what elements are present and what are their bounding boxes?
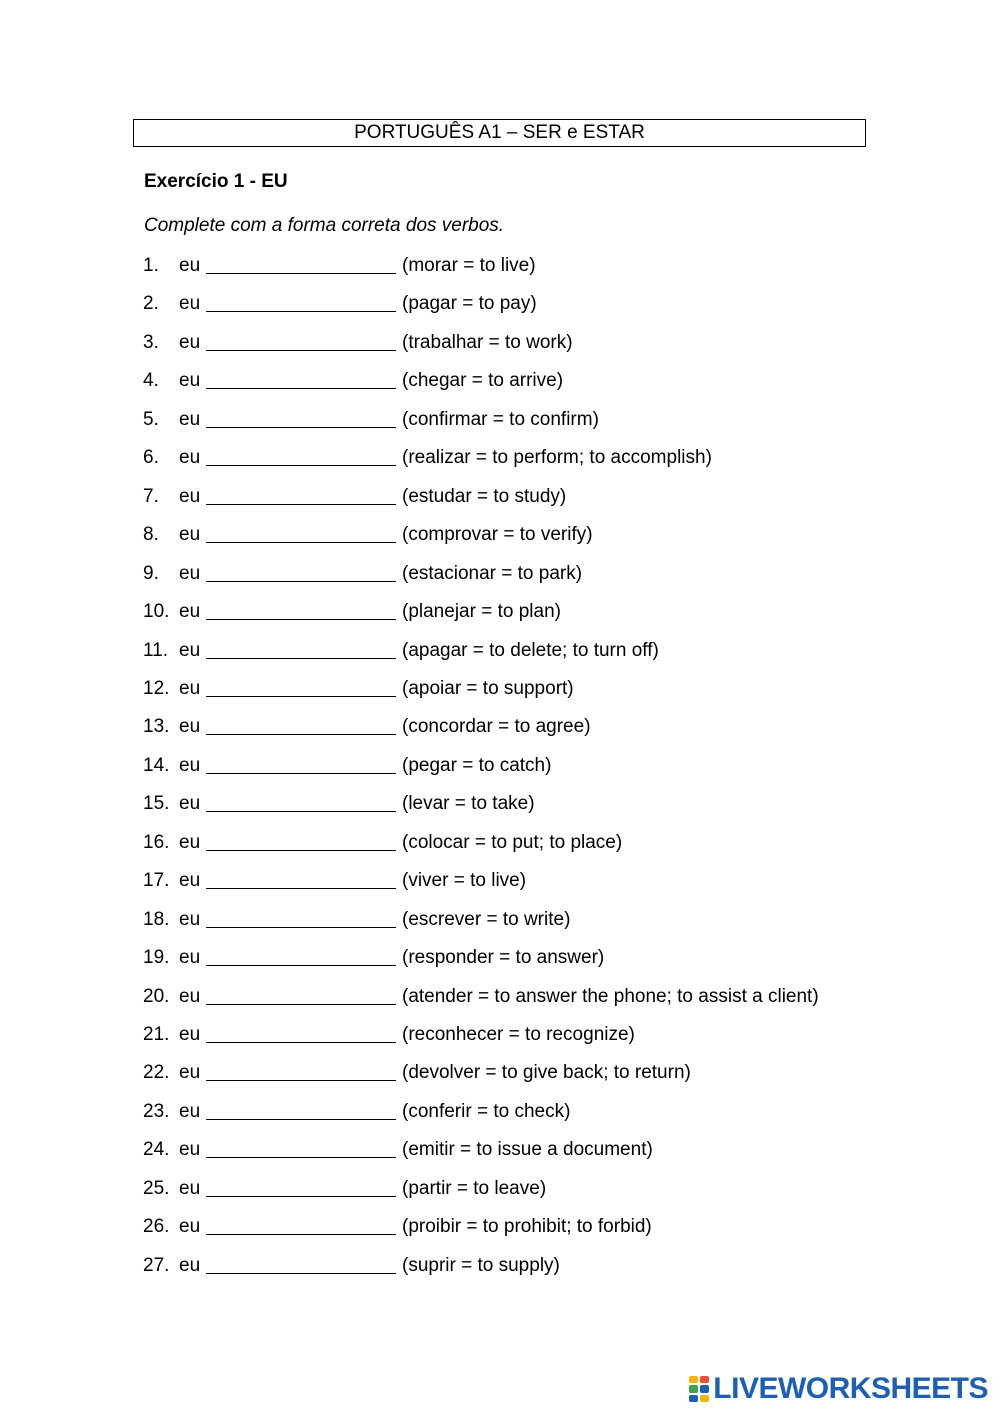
exercise-item	[143, 714, 591, 738]
exercise-item	[143, 599, 561, 623]
answer-blank[interactable]	[206, 948, 396, 966]
answer-input[interactable]	[206, 528, 396, 545]
exercise-item	[143, 791, 535, 815]
item-pronoun: eu	[179, 716, 201, 737]
item-pronoun: eu	[179, 1139, 201, 1160]
exercise-item	[143, 638, 659, 662]
liveworksheets-logo	[689, 1374, 988, 1404]
item-pronoun: eu	[179, 870, 201, 891]
item-number: 21.	[143, 1024, 170, 1045]
verb-hint: (comprovar = to verify)	[402, 524, 593, 545]
answer-input[interactable]	[206, 644, 396, 661]
item-number: 22.	[143, 1062, 170, 1083]
item-pronoun: eu	[179, 909, 201, 930]
item-number: 12.	[143, 678, 170, 699]
verb-hint: (escrever = to write)	[402, 909, 571, 930]
item-pronoun: eu	[179, 1216, 201, 1237]
exercise-item	[143, 1253, 560, 1277]
answer-input[interactable]	[206, 413, 396, 430]
exercise-item	[143, 1214, 652, 1238]
item-pronoun: eu	[179, 332, 201, 353]
answer-blank[interactable]	[206, 1025, 396, 1043]
item-number: 19.	[143, 947, 170, 968]
answer-blank[interactable]	[206, 641, 396, 659]
item-number: 17.	[143, 870, 170, 891]
item-pronoun: eu	[179, 1255, 201, 1276]
answer-blank[interactable]	[206, 1102, 396, 1120]
verb-hint: (proibir = to prohibit; to forbid)	[402, 1216, 652, 1237]
item-number: 15.	[143, 793, 170, 814]
item-pronoun: eu	[179, 947, 201, 968]
verb-hint: (partir = to leave)	[402, 1178, 547, 1199]
item-pronoun: eu	[179, 370, 201, 391]
answer-input[interactable]	[206, 374, 396, 391]
answer-blank[interactable]	[206, 910, 396, 928]
liveworksheets-logo-text: LIVEWORKSHEETS	[713, 1372, 988, 1405]
verb-hint: (trabalhar = to work)	[402, 332, 573, 353]
answer-input[interactable]	[206, 259, 396, 276]
exercise-item	[143, 907, 570, 931]
item-pronoun: eu	[179, 1101, 201, 1122]
item-number: 23.	[143, 1101, 170, 1122]
answer-blank[interactable]	[206, 871, 396, 889]
item-pronoun: eu	[179, 1178, 201, 1199]
exercise-item	[143, 522, 593, 546]
item-pronoun: eu	[179, 832, 201, 853]
exercise-item	[143, 676, 574, 700]
item-number: 16.	[143, 832, 170, 853]
exercise-item	[143, 1060, 691, 1084]
answer-blank[interactable]	[206, 1179, 396, 1197]
exercise-item	[143, 484, 566, 508]
answer-input[interactable]	[206, 605, 396, 622]
answer-input[interactable]	[206, 720, 396, 737]
answer-blank[interactable]	[206, 410, 396, 428]
item-number: 6.	[143, 447, 159, 468]
item-pronoun: eu	[179, 601, 201, 622]
answer-blank[interactable]	[206, 679, 396, 697]
item-pronoun: eu	[179, 1024, 201, 1045]
verb-hint: (levar = to take)	[402, 793, 535, 814]
answer-input[interactable]	[206, 1028, 396, 1045]
item-pronoun: eu	[179, 409, 201, 430]
item-pronoun: eu	[179, 678, 201, 699]
item-number: 5.	[143, 409, 159, 430]
answer-input[interactable]	[206, 567, 396, 584]
answer-blank[interactable]	[206, 794, 396, 812]
answer-input[interactable]	[206, 951, 396, 968]
verb-hint: (chegar = to arrive)	[402, 370, 564, 391]
item-number: 4.	[143, 370, 159, 391]
item-pronoun: eu	[179, 447, 201, 468]
verb-hint: (emitir = to issue a document)	[402, 1139, 653, 1160]
answer-blank[interactable]	[206, 1256, 396, 1274]
answer-blank[interactable]	[206, 1217, 396, 1235]
exercise-item	[143, 1022, 635, 1046]
item-number: 25.	[143, 1178, 170, 1199]
verb-hint: (pagar = to pay)	[402, 293, 537, 314]
item-number: 20.	[143, 986, 170, 1007]
worksheet-title-box	[133, 119, 866, 147]
item-pronoun: eu	[179, 1062, 201, 1083]
exercise-item	[143, 753, 551, 777]
item-number: 26.	[143, 1216, 170, 1237]
answer-blank[interactable]	[206, 333, 396, 351]
item-pronoun: eu	[179, 755, 201, 776]
answer-input[interactable]	[206, 797, 396, 814]
answer-blank[interactable]	[206, 756, 396, 774]
verb-hint: (confirmar = to confirm)	[402, 409, 599, 430]
answer-input[interactable]	[206, 759, 396, 776]
liveworksheets-logo-icon	[689, 1376, 709, 1402]
item-number: 3.	[143, 332, 159, 353]
exercise-item	[143, 253, 536, 277]
answer-blank[interactable]	[206, 256, 396, 274]
answer-input[interactable]	[206, 1066, 396, 1083]
exercise-item	[143, 1176, 546, 1200]
verb-hint: (responder = to answer)	[402, 947, 605, 968]
answer-blank[interactable]	[206, 602, 396, 620]
answer-blank[interactable]	[206, 525, 396, 543]
exercise-item	[143, 984, 819, 1008]
verb-hint: (suprir = to supply)	[402, 1255, 560, 1276]
answer-blank[interactable]	[206, 1140, 396, 1158]
exercise-item	[143, 291, 537, 315]
verb-hint: (devolver = to give back; to return)	[402, 1062, 691, 1083]
item-number: 7.	[143, 486, 159, 507]
answer-blank[interactable]	[206, 564, 396, 582]
verb-hint: (apagar = to delete; to turn off)	[402, 640, 659, 661]
exercise-item	[143, 830, 622, 854]
item-number: 10.	[143, 601, 170, 622]
answer-input[interactable]	[206, 913, 396, 930]
verb-hint: (estudar = to study)	[402, 486, 567, 507]
item-pronoun: eu	[179, 986, 201, 1007]
answer-blank[interactable]	[206, 833, 396, 851]
verb-hint: (estacionar = to park)	[402, 563, 583, 584]
exercise-item	[143, 368, 563, 392]
verb-hint: (realizar = to perform; to accomplish)	[402, 447, 712, 468]
answer-input[interactable]	[206, 836, 396, 853]
item-pronoun: eu	[179, 255, 201, 276]
answer-input[interactable]	[206, 1220, 396, 1237]
verb-hint: (atender = to answer the phone; to assist a client)	[402, 986, 819, 1007]
answer-blank[interactable]	[206, 371, 396, 389]
item-number: 8.	[143, 524, 159, 545]
verb-hint: (reconhecer = to recognize)	[402, 1024, 635, 1045]
verb-hint: (morar = to live)	[402, 255, 536, 276]
exercise-instructions: Complete com a forma correta dos verbos.	[144, 215, 505, 236]
verb-hint: (concordar = to agree)	[402, 716, 591, 737]
answer-blank[interactable]	[206, 1063, 396, 1081]
answer-blank[interactable]	[206, 294, 396, 312]
verb-hint: (pegar = to catch)	[402, 755, 552, 776]
answer-blank[interactable]	[206, 487, 396, 505]
item-pronoun: eu	[179, 563, 201, 584]
exercise-item	[143, 945, 604, 969]
answer-input[interactable]	[206, 874, 396, 891]
verb-hint: (viver = to live)	[402, 870, 527, 891]
item-pronoun: eu	[179, 640, 201, 661]
answer-input[interactable]	[206, 1259, 396, 1276]
answer-input[interactable]	[206, 990, 396, 1007]
item-number: 2.	[143, 293, 159, 314]
item-number: 9.	[143, 563, 159, 584]
item-pronoun: eu	[179, 524, 201, 545]
answer-input[interactable]	[206, 451, 396, 468]
verb-hint: (conferir = to check)	[402, 1101, 571, 1122]
answer-input[interactable]	[206, 682, 396, 699]
exercise-item	[143, 1137, 653, 1161]
answer-input[interactable]	[206, 1182, 396, 1199]
item-number: 24.	[143, 1139, 170, 1160]
verb-hint: (planejar = to plan)	[402, 601, 561, 622]
verb-hint: (apoiar = to support)	[402, 678, 574, 699]
answer-blank[interactable]	[206, 987, 396, 1005]
item-pronoun: eu	[179, 793, 201, 814]
exercise-item	[143, 445, 712, 469]
item-pronoun: eu	[179, 293, 201, 314]
answer-blank[interactable]	[206, 448, 396, 466]
exercise-item	[143, 868, 526, 892]
item-number: 11.	[143, 640, 169, 661]
item-pronoun: eu	[179, 486, 201, 507]
worksheet-title: PORTUGUÊS A1 – SER e ESTAR	[354, 122, 645, 143]
item-number: 18.	[143, 909, 170, 930]
item-number: 27.	[143, 1255, 170, 1276]
item-number: 14.	[143, 755, 170, 776]
exercise-item	[143, 407, 599, 431]
exercise-item	[143, 561, 582, 585]
exercise-item	[143, 1099, 570, 1123]
exercise-heading: Exercício 1 - EU	[144, 171, 288, 192]
item-number: 1.	[143, 255, 159, 276]
answer-input[interactable]	[206, 1143, 396, 1160]
item-number: 13.	[143, 716, 170, 737]
answer-input[interactable]	[206, 1105, 396, 1122]
answer-blank[interactable]	[206, 717, 396, 735]
answer-input[interactable]	[206, 297, 396, 314]
answer-input[interactable]	[206, 490, 396, 507]
answer-input[interactable]	[206, 336, 396, 353]
verb-hint: (colocar = to put; to place)	[402, 832, 623, 853]
exercise-item	[143, 330, 573, 354]
